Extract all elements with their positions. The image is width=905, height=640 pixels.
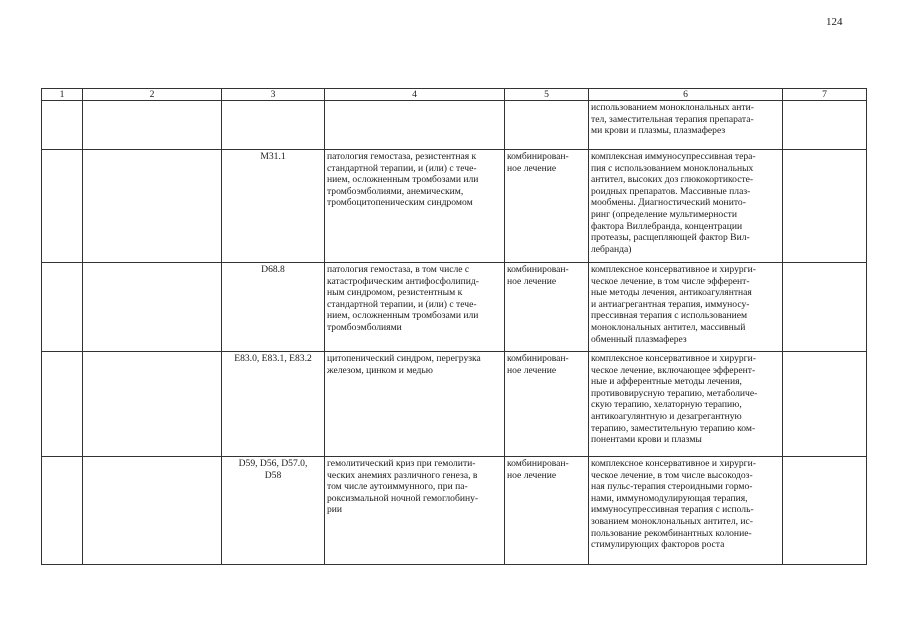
header-row [42,89,867,101]
cell-col1 [42,101,83,150]
cell-col1 [42,263,83,352]
cell-code: M31.1 [222,150,325,263]
cell-col2 [83,457,222,565]
column-header-4: 4 [325,89,505,101]
cell-code: E83.0, E83.1, E83.2 [222,352,325,457]
cell-diagnosis: патология гемостаза, в том числе с катастрофическим антифосфолипид- ным синдромом, резистентным к стандартной терапии, и (или) с тече- нием, осложненным тромбозами или тромбоэмболиями [325,263,505,352]
column-header-7: 7 [783,89,867,101]
column-header-3: 3 [222,89,325,101]
page-number: 124 [826,16,843,28]
column-header-1: 1 [42,89,83,101]
cell-treatment-type: комбинирован- ное лечение [505,263,589,352]
cell-col2 [83,101,222,150]
cell-col7 [783,101,867,150]
table-row [42,457,867,565]
cell-col7 [783,352,867,457]
table-row [42,352,867,457]
cell-col7 [783,457,867,565]
cell-treatment-type [505,101,589,150]
cell-diagnosis: гемолитический криз при гемолити- ческих анемиях различного генеза, в том числе аутоиммунного, при па- роксизмальной ночной гемоглобину- рии [325,457,505,565]
cell-col1 [42,457,83,565]
cell-treatment-method: комплексная иммуносупрессивная тера- пия с использованием моноклональных антител, высоких доз глюкокортикосте- роидных препаратов. Массивные плаз- мообмены. Диагностический монито- ринг (определение мультимерности фактора Виллебранда, концентрации протеазы, расщепляющей фактор Вил- лебранда) [589,150,783,263]
cell-code: D68.8 [222,263,325,352]
cell-col7 [783,263,867,352]
table-row [42,150,867,263]
medical-care-table [41,88,867,565]
cell-diagnosis [325,101,505,150]
cell-col1 [42,150,83,263]
table-row [42,101,867,150]
cell-treatment-method: комплексное консервативное и хирурги- ческое лечение, в том числе высокодоз- ная пульс-терапия стероидными гормо- нами, иммуномодулирующая терапия, иммуносупрессивная терапия с исполь- зованием моноклональных антител, ис- пользование рекомбинантных колоние- стимулирующих факторов роста [589,457,783,565]
cell-col2 [83,150,222,263]
cell-diagnosis: цитопенический синдром, перегрузка железом, цинком и медью [325,352,505,457]
cell-treatment-method: комплексное консервативное и хирурги- ческое лечение, в том числе эфферент- ные методы лечения, антикоагулянтная и антиагрегантная терапия, иммуносу- прессивная терапия с использованием моноклональных антител, массивный обменный плазмаферез [589,263,783,352]
cell-diagnosis: патология гемостаза, резистентная к стандартной терапии, и (или) с тече- нием, осложненным тромбозами или тромбоэмболиями, анемическим, тромбоцитопеническим синдромом [325,150,505,263]
cell-col1 [42,352,83,457]
cell-col7 [783,150,867,263]
column-header-5: 5 [505,89,589,101]
column-header-6: 6 [589,89,783,101]
cell-col2 [83,263,222,352]
cell-treatment-type: комбинирован- ное лечение [505,457,589,565]
cell-code [222,101,325,150]
column-header-2: 2 [83,89,222,101]
cell-treatment-type: комбинирован- ное лечение [505,150,589,263]
cell-col2 [83,352,222,457]
cell-treatment-method: комплексное консервативное и хирурги- ческое лечение, включающее эфферент- ные и афферентные методы лечения, противовирусную терапию, метаболиче- скую терапию, хелаторную терапию, антикоагулянтную и дезагрегантную терапию, заместительную терапию ком- понентами крови и плазмы [589,352,783,457]
table-row [42,263,867,352]
cell-code: D59, D56, D57.0, D58 [222,457,325,565]
cell-treatment-method: использованием моноклональных анти- тел, заместительная терапия препарата- ми крови и плазмы, плазмаферез [589,101,783,150]
cell-treatment-type: комбинирован- ное лечение [505,352,589,457]
